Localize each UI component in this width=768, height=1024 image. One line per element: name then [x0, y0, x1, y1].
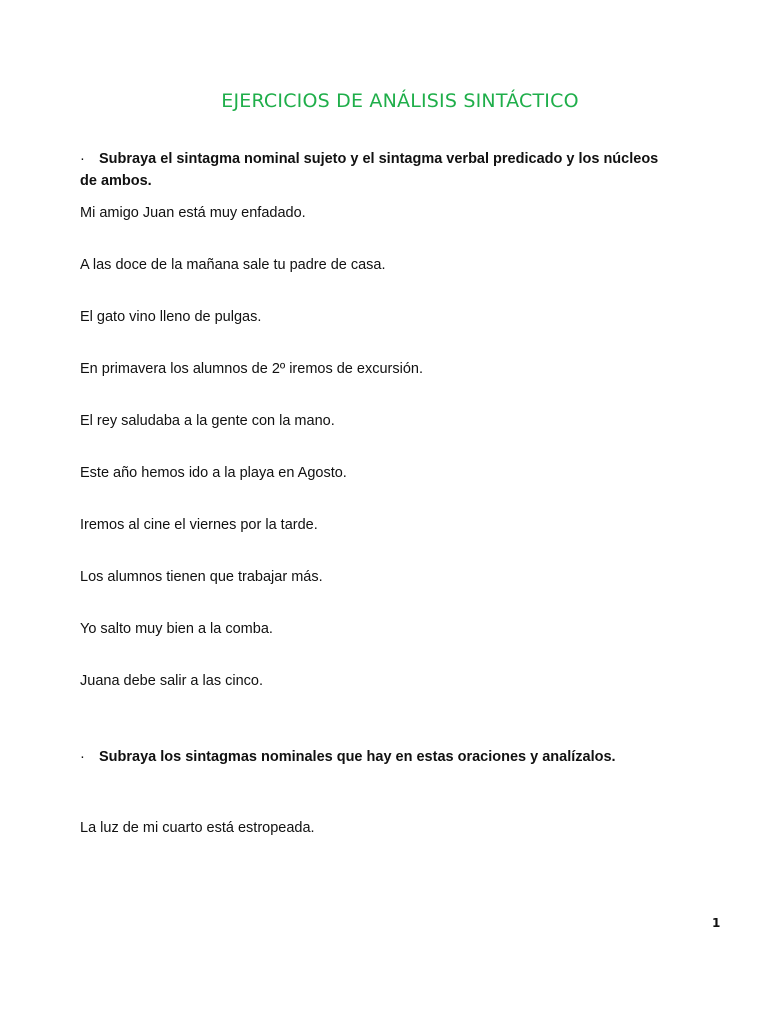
- sentence-7: Iremos al cine el viernes por la tarde.: [80, 517, 318, 533]
- sentence-4: En primavera los alumnos de 2º iremos de excursión.: [80, 361, 423, 377]
- sentence-6: Este año hemos ido a la playa en Agosto.: [80, 465, 347, 481]
- sentence-3: El gato vino lleno de pulgas.: [80, 309, 262, 325]
- page-number: 1: [712, 916, 721, 930]
- instruction-2-text: Subraya los sintagmas nominales que hay en estas oraciones y analízalos.: [99, 749, 616, 765]
- bullet-icon: ·: [80, 151, 85, 167]
- sentence-11: La luz de mi cuarto está estropeada.: [80, 820, 315, 836]
- sentence-10: Juana debe salir a las cinco.: [80, 673, 263, 689]
- instruction-1: [80, 148, 660, 192]
- sentence-5: El rey saludaba a la gente con la mano.: [80, 413, 335, 429]
- instruction-2: [80, 746, 660, 768]
- sentence-2: A las doce de la mañana sale tu padre de casa.: [80, 257, 386, 273]
- bullet-icon: ·: [80, 749, 85, 765]
- document-title: EJERCICIOS DE ANÁLISIS SINTÁCTICO: [221, 90, 579, 112]
- sentence-9: Yo salto muy bien a la comba.: [80, 621, 273, 637]
- sentence-8: Los alumnos tienen que trabajar más.: [80, 569, 323, 585]
- sentence-1: Mi amigo Juan está muy enfadado.: [80, 205, 306, 221]
- instruction-1-text: Subraya el sintagma nominal sujeto y el sintagma verbal predicado y los núcleos de ambos.: [80, 151, 659, 189]
